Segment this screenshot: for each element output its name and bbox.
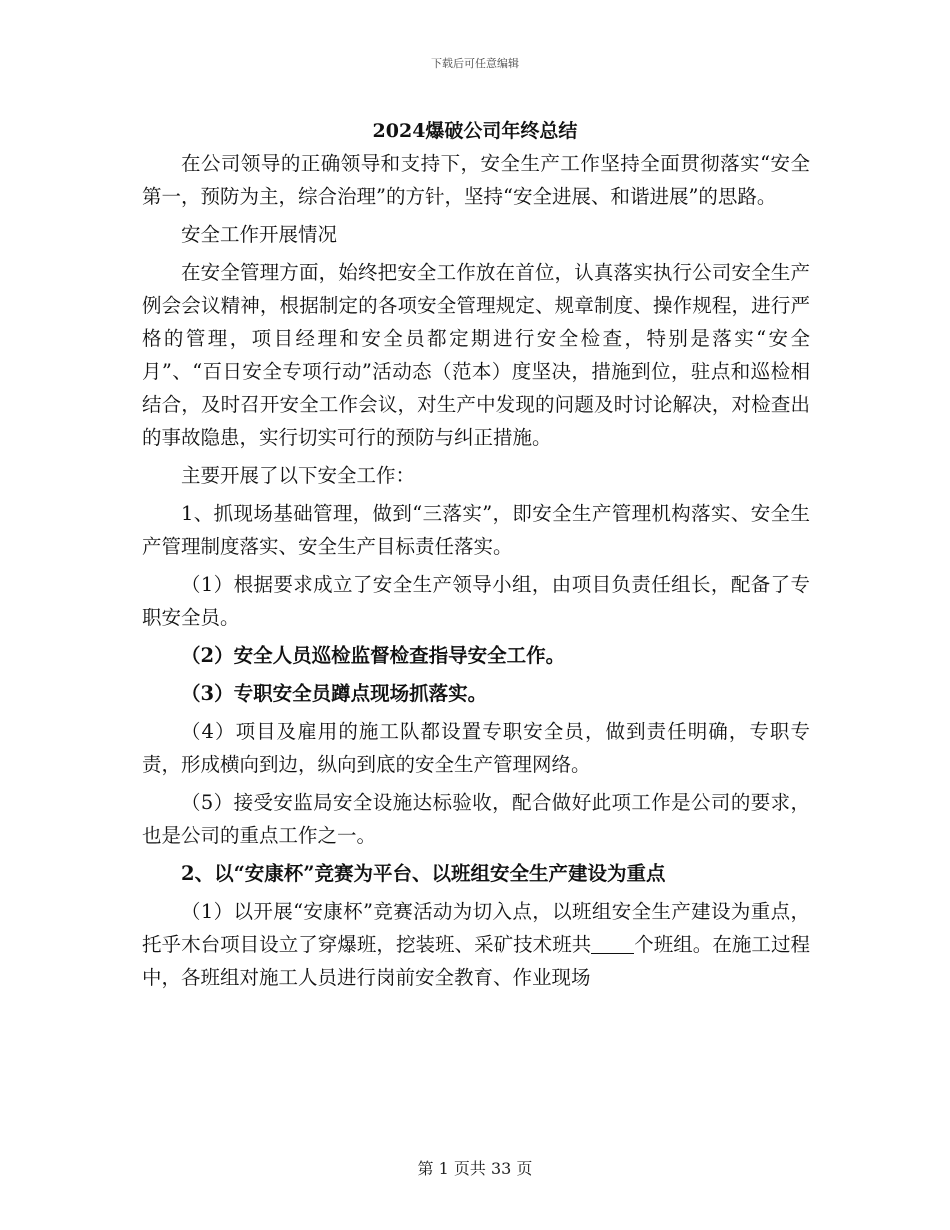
fill-in-blank: [591, 934, 634, 955]
paragraph-text-before-blank: （1）以开展“安康杯”竞赛活动为切入点，以班组安全生产建设为重点，托乎木台项目设立了穿爆班，挖装班、采矿技术班共: [142, 900, 810, 956]
paragraph-subitem-1: （1）根据要求成立了安全生产领导小组，由项目负责任组长，配备了专职安全员。: [142, 573, 810, 629]
paragraph-management: 在安全管理方面，始终把安全工作放在首位，认真落实执行公司安全生产例会会议精神，根据制定的各项安全管理规定、规章制度、操作规程，进行严格的管理，项目经理和安全员都定期进行安全检查，特别是落实“安全月”、“百日安全专项行动”活动态（范本）度坚决，措施到位，驻点和巡检相结合，及时召开安全工作会议，对生产中发现的问题及时讨论解决，对检查出的事故隐患，实行切实可行的预防与纠正措施。: [142, 261, 810, 449]
document-body: [142, 147, 810, 994]
paragraph-main-work-intro: 主要开展了以下安全工作：: [181, 464, 416, 487]
paragraph-subitem-3: （3）专职安全员蹲点现场抓落实。: [181, 682, 488, 705]
paragraph-intro: 在公司领导的正确领导和支持下，安全生产工作坚持全面贯彻落实“安全第一，预防为主，综合治理”的方针，坚持“安全进展、和谐进展”的思路。: [142, 152, 810, 208]
page-footer-number: 第 1 页共 33 页: [417, 1159, 533, 1178]
paragraph-item-1: 1、抓现场基础管理，做到“三落实”，即安全生产管理机构落实、安全生产管理制度落实、安全生产目标责任落实。: [142, 502, 810, 558]
paragraph-text-after-blank: 个班组。在施工过程中，各班组对施工人员进行岗前安全教育、作业现场: [142, 933, 810, 989]
paragraph-heading-overview: 安全工作开展情况: [181, 223, 338, 246]
paragraph-item-2-heading: 2、以“安康杯”竞赛为平台、以班组安全生产建设为重点: [181, 862, 666, 885]
paragraph-subitem-2: （2）安全人员巡检监督检查指导安全工作。: [181, 644, 566, 667]
page-header-note: 下载后可任意编辑: [431, 57, 519, 70]
paragraph-item-2-subitem-1: [142, 895, 810, 994]
document-title: 2024爆破公司年终总结: [372, 120, 578, 142]
paragraph-subitem-5: （5）接受安监局安全设施达标验收，配合做好此项工作是公司的要求，也是公司的重点工作之一。: [142, 791, 810, 847]
paragraph-subitem-4: （4）项目及雇用的施工队都设置专职安全员，做到责任明确，专职专责，形成横向到边，纵向到底的安全生产管理网络。: [142, 720, 810, 776]
